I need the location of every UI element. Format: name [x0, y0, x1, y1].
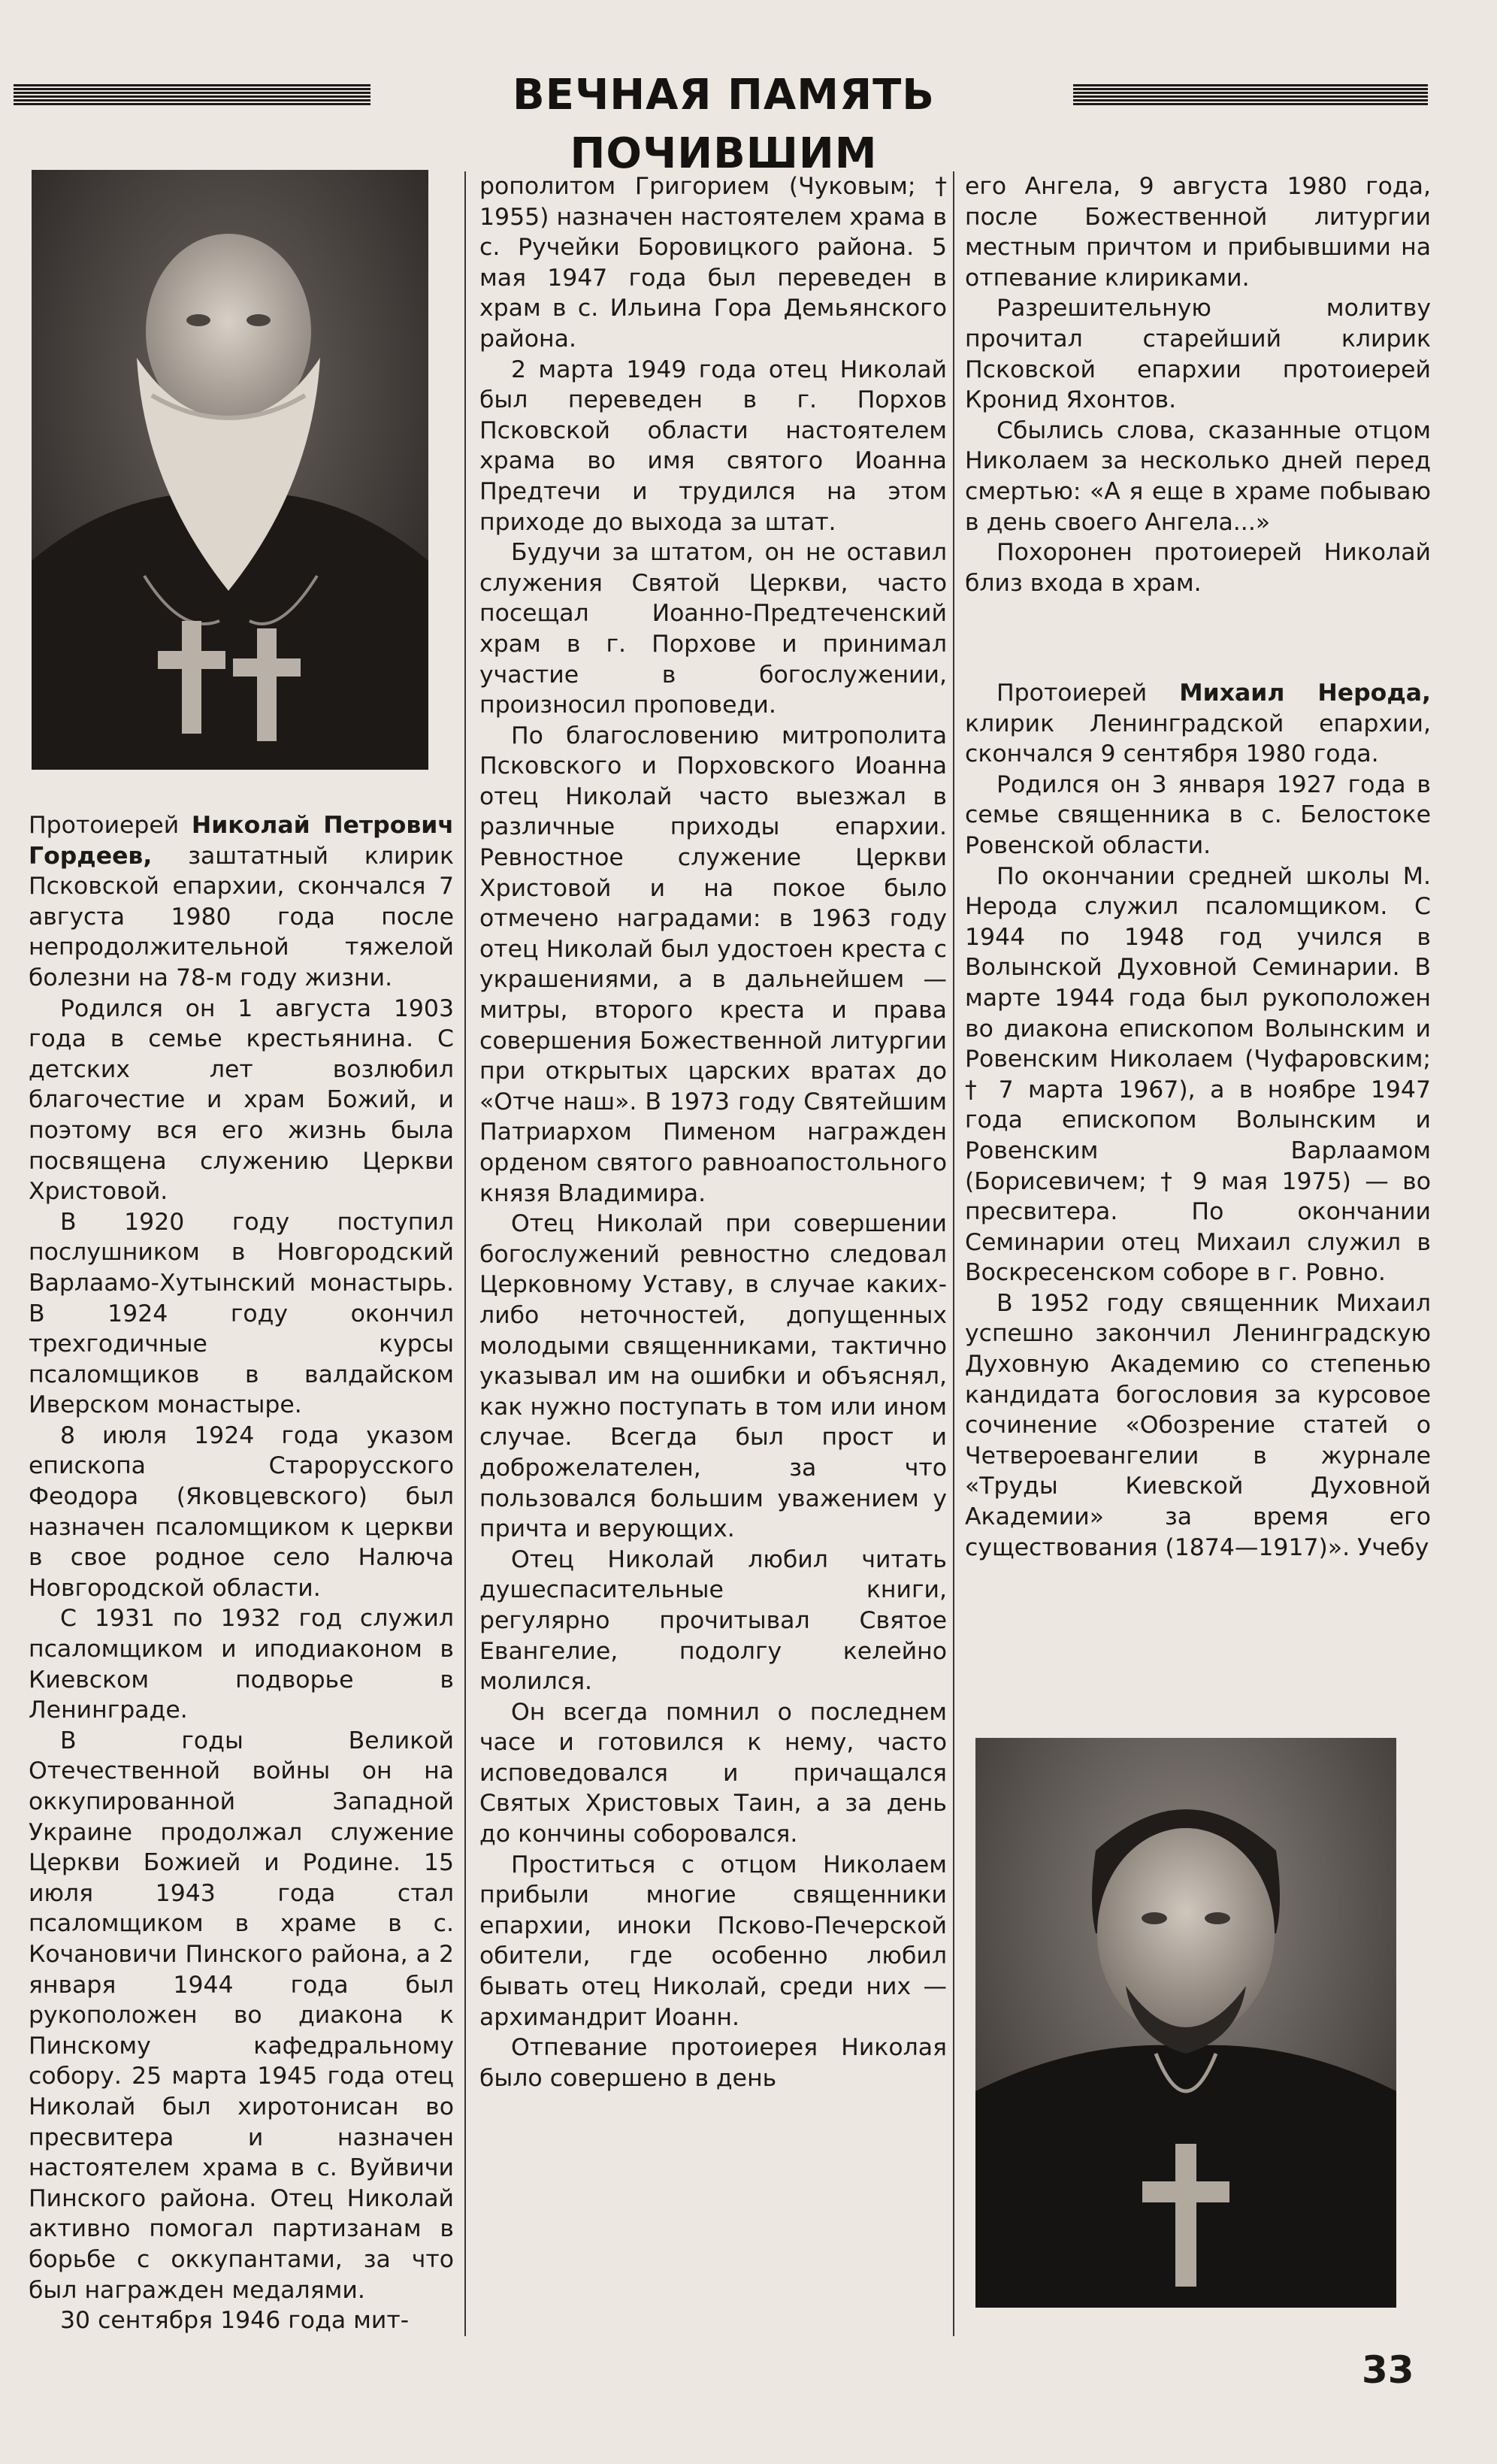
obituary1-paragraph: В годы Великой Отечественной войны он на оккупированной Западной Украине продолжал служение Церкви Божией и Родине. 15 июля 1943 года стал псаломщиком в храме в с. Кочановичи Пинского района, а 2 января 1944 года был рукоположен во диакона к Пинскому кафедральному собору. 25 марта 1945 года отец Николай был хиротонисан во пресвитера и назначен настоятелем храма в с. Вуйвичи Пинского района. Отец Николай активно помогал партизанам в борьбе с оккупантами, за что был награжден медалями. — [29, 1727, 454, 2304]
obituary1-paragraph: Родился он 1 августа 1903 года в семье крестьянина. С детских лет возлюбил благочестие и храм Божий, и поэтому вся его жизнь была посвящена служению Церкви Христовой. — [29, 994, 454, 1206]
obituary1-paragraph: С 1931 по 1932 год служил псаломщиком и иподиаконом в Киевском подворье в Ленинграде. — [29, 1605, 454, 1724]
obituary2 — [965, 678, 1431, 1563]
section-title: ВЕЧНАЯ ПАМЯТЬ ПОЧИВШИМ — [513, 71, 935, 178]
obituary1-paragraph: По благословению митрополита Псковского и Порховского Иоанна отец Николай часто выезжал в различные приходы епархии. Ревностное служение Церкви Христовой и на покое было отмечено наградами: в 1963 году отец Николай был удостоен креста с украшениями, а в дальнейшем — митры, второго креста и права совершения Божественной литургии при открытых царских вратах до «Отче наш». В 1973 году Святейшим Патриархом Пименом награжден орденом святого равноапостольного князя Владимира. — [479, 722, 947, 1207]
page-number: 33 — [1362, 2348, 1414, 2392]
column-divider — [953, 171, 954, 2336]
obituary1-column-left — [29, 810, 454, 2336]
obituary2-name: Михаил Нерода, — [1179, 680, 1431, 707]
column-divider — [464, 171, 466, 2336]
obituary1-paragraph: Отпевание протоиерея Николая было совершено в день — [479, 2034, 947, 2092]
obituary1-paragraph: Будучи за штатом, он не оставил служения Святой Церкви, часто посещал Иоанно-Предтеченский храм в г. Порхове и принимал участие в богослужении, произносил проповеди. — [479, 539, 947, 719]
obituary1-paragraph: рополитом Григорием (Чуковым; † 1955) назначен настоятелем храма в с. Ручейки Боровицкого района. 5 мая 1947 года был переведен в храм в с. Ильина Гора Демьянского района. — [479, 173, 948, 353]
obituary1-paragraph: Отец Николай при совершении богослужений ревностно следовал Церковному Уставу, в случае каких-либо неточностей, допущенных молодыми священниками, тактично указывал им на ошибки и объяснял, как нужно поступать в том или ином случае. Всегда был прост и доброжелателен, за что пользовался большим уважением у причта и верующих. — [479, 1210, 947, 1543]
obituary1-paragraph: Сбылись слова, сказанные отцом Николаем за несколько дней перед смертью: «А я еще в храме побываю в день своего Ангела...» — [965, 416, 1431, 536]
header-rule-right — [1073, 84, 1428, 107]
obituary1-column-middle — [479, 171, 947, 2093]
obituary1-paragraph: Похоронен протоиерей Николай близ входа в храм. — [965, 539, 1431, 597]
portrait-photo-nikolai-gordeev — [32, 170, 428, 770]
obituary1-paragraph: В 1920 году поступил послушником в Новгородский Варлаамо-Хутынский монастырь. В 1924 году окончил трехгодичные курсы псаломщиков в валдайском Иверском монастыре. — [29, 1208, 454, 1419]
obituary1-paragraph: 30 сентября 1946 года мит- — [60, 2307, 410, 2335]
header-rule-left — [14, 84, 370, 107]
obituary1-paragraph: Разрешительную молитву прочитал старейший клирик Псковской епархии протоиерей Кронид Яхонтов. — [965, 295, 1431, 414]
obituary1-paragraph: его Ангела, 9 августа 1980 года, после Божественной литургии местным причтом и прибывшими на отпевание клириками. — [965, 173, 1431, 292]
obituary1-opening: Протоиерей Николай Петрович Гордеев, заштатный клирик Псковской епархии, скончался 7 августа 1980 года после непродолжительной тяжелой болезни на 78-м году жизни. — [29, 812, 454, 991]
obituary1-column-right — [965, 171, 1431, 598]
obituary1-name: Николай Петрович Гордеев, — [29, 812, 454, 870]
obituary2-paragraph: Родился он 3 января 1927 года в семье священника в с. Белостоке Ровенской области. — [965, 770, 1431, 859]
obituary1-paragraph: 8 июля 1924 года указом епископа Старорусского Феодора (Яковцевского) был назначен псаломщиком к церкви в свое родное село Налюча Новгородской области. — [29, 1421, 454, 1602]
obituary2-opening: Протоиерей Михаил Нерода, клирик Ленинградской епархии, скончался 9 сентября 1980 года. — [965, 680, 1431, 768]
obituary2-paragraph: В 1952 году священник Михаил успешно закончил Ленинградскую Духовную Академию со степенью кандидата богословия за курсовое сочинение «Обозрение статей о Четвероевангелии в журнале «Труды Киевской Духовной Академии» за время его существования (1874—1917)». Учебу — [965, 1289, 1431, 1561]
obituary2-paragraph: По окончании средней школы М. Нерода служил псаломщиком. С 1944 по 1948 год учился в Волынской Духовной Семинарии. В марте 1944 года был рукоположен во диакона епископом Волынским и Ровенским Николаем (Чуфаровским; † 7 марта 1967), а в ноябре 1947 года епископом Волынским и Ровенским Варлаамом (Борисевичем; † 9 мая 1975) — во пресвитера. По окончании Семинарии отец Михаил служил в Воскресенском соборе в г. Ровно. — [965, 862, 1431, 1287]
obituary1-paragraph: Он всегда помнил о последнем часе и готовился к нему, часто исповедовался и причащался Святых Христовых Таин, а за день до кончины соборовался. — [479, 1698, 947, 1848]
obituary1-paragraph: 2 марта 1949 года отец Николай был переведен в г. Порхов Псковской области настоятелем храма во имя святого Иоанна Предтечи и трудился на этом приходе до выхода за штат. — [479, 356, 947, 536]
obituary1-paragraph: Отец Николай любил читать душеспасительные книги, регулярно прочитывал Святое Евангелие, подолгу келейно молился. — [479, 1545, 947, 1696]
obituary1-paragraph: Проститься с отцом Николаем прибыли многие священники епархии, иноки Псково-Печерской обители, где особенно любил бывать отец Николай, среди них — архимандрит Иоанн. — [479, 1851, 947, 2031]
portrait-photo-mikhail-neroda — [975, 1738, 1396, 2308]
section-header — [14, 66, 1428, 178]
